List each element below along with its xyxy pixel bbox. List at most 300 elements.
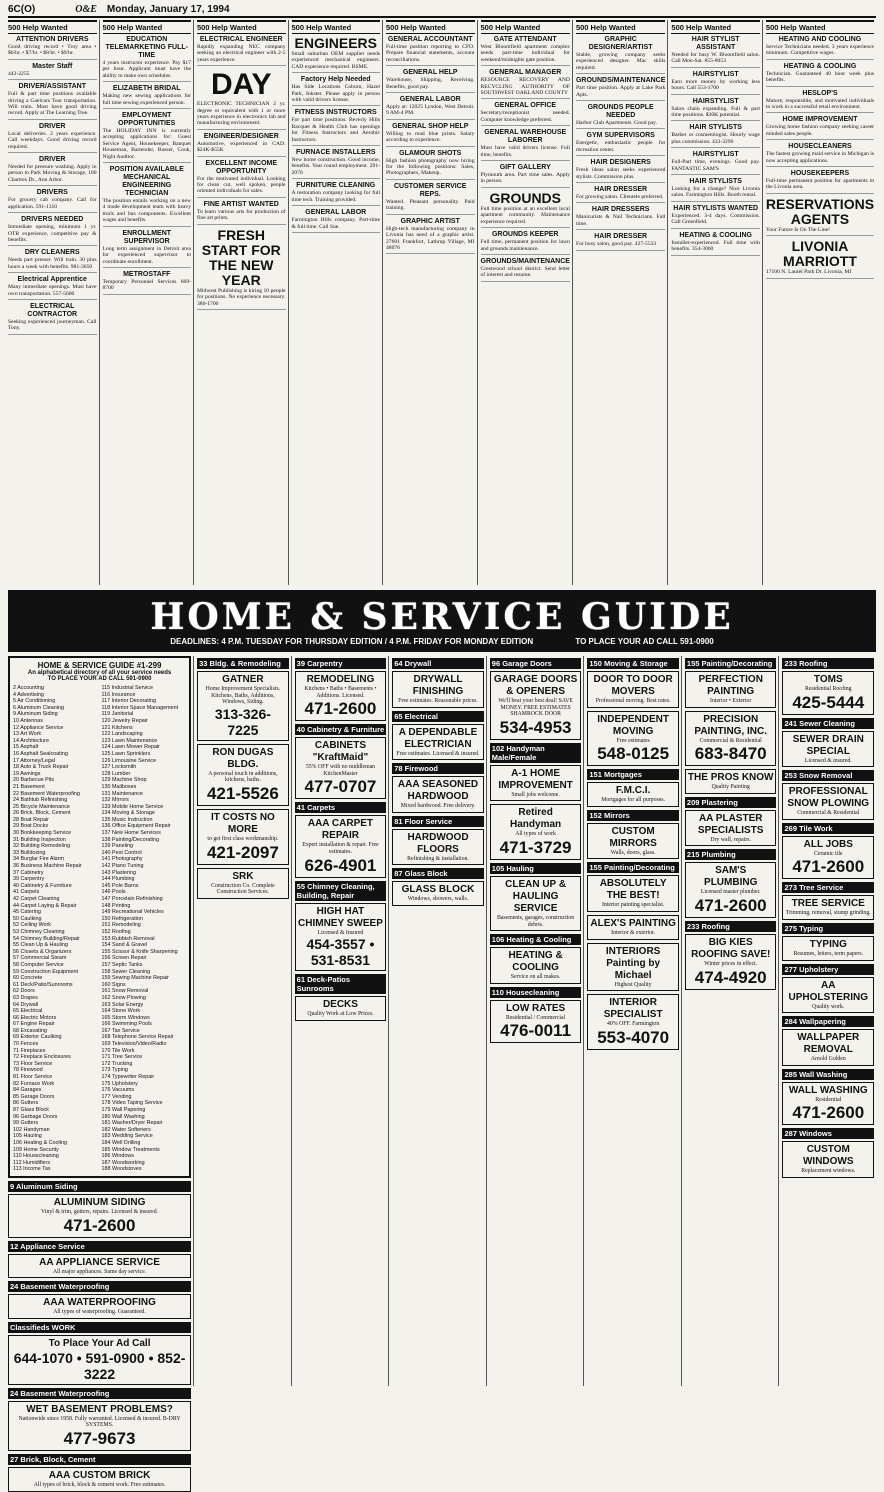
guide-index-item[interactable]: 175 Upholstery bbox=[101, 1080, 138, 1087]
guide-ad-name: GATNER bbox=[222, 674, 264, 685]
guide-index-item[interactable]: 121 Kitchens bbox=[101, 724, 133, 731]
guide-ad-text: A personal touch in additions, kitchens, baths. bbox=[208, 770, 278, 784]
guide-index-item[interactable]: 85 Garage Doors bbox=[13, 1093, 55, 1100]
guide-index-item[interactable]: 21 Basement bbox=[13, 783, 45, 790]
ad-headline: DRIVERS NEEDED bbox=[21, 216, 84, 224]
guide-index-item[interactable]: 55 Clean Up & Hauling bbox=[13, 942, 68, 949]
guide-index-item[interactable]: 188 Woodstoves bbox=[101, 1166, 142, 1173]
guide-category-heading: 106 Heating & Cooling bbox=[490, 934, 582, 945]
guide-index-item[interactable]: 81 Floor Service bbox=[13, 1074, 53, 1081]
guide-index-item[interactable]: 143 Plastering bbox=[101, 869, 137, 876]
guide-ad-text: Mixed hardwood. Free delivery. bbox=[400, 803, 476, 810]
classified-ad bbox=[386, 218, 475, 255]
guide-ad-phone: 471-2600 bbox=[792, 1103, 865, 1123]
guide-index-item[interactable]: 18 Auto & Truck Repair bbox=[13, 764, 69, 771]
guide-index-item[interactable]: 145 Pole Barns bbox=[101, 882, 139, 889]
ad-body: Warehouse, Shipping, Receiving. Benefits, good pay. bbox=[386, 77, 475, 90]
ad-body: Technician. Guaranteed 40 hour week plus benefits. bbox=[765, 70, 875, 84]
classified-ad bbox=[8, 156, 97, 186]
guide-index-item[interactable]: 109 Home Security bbox=[13, 1146, 59, 1153]
guide-index-item[interactable]: 140 Pest Control bbox=[101, 849, 142, 856]
guide-ad-text: Winter prices in effect. bbox=[704, 960, 758, 967]
guide-index-item[interactable]: 45 Catering bbox=[13, 909, 41, 916]
guide-index-item[interactable]: 63 Drapes bbox=[13, 994, 38, 1001]
guide-index-item[interactable]: 86 Gutters bbox=[13, 1100, 39, 1107]
guide-index-item[interactable]: 120 Jewelry Repair bbox=[101, 717, 148, 724]
guide-index-item[interactable]: 135 Music Instruction bbox=[101, 816, 153, 823]
guide-index-item[interactable]: 15 Asphalt bbox=[13, 744, 39, 751]
classified-ad bbox=[103, 271, 192, 295]
guide-index-item[interactable]: 165 Storm Windows bbox=[101, 1014, 150, 1021]
guide-index-item[interactable]: 178 Video Taping Service bbox=[101, 1100, 163, 1107]
guide-index-item[interactable]: 176 Vacuums bbox=[101, 1087, 135, 1094]
guide-index-item[interactable]: 163 Solar Energy bbox=[101, 1001, 144, 1008]
classified-ad bbox=[197, 36, 286, 66]
guide-ad-name: RON DUGAS BLDG. bbox=[212, 746, 274, 770]
ad-headline: DRY CLEANERS bbox=[24, 249, 80, 257]
guide-index-item[interactable]: 73 Floor Service bbox=[13, 1060, 53, 1067]
guide-index-item[interactable]: 26 Brick, Block, Cement bbox=[13, 810, 71, 817]
guide-ad-name: CUSTOM WINDOWS bbox=[802, 1144, 854, 1168]
ad-headline: HAIR STYLISTS bbox=[689, 178, 742, 186]
guide-index-item[interactable]: 118 Interior Space Management bbox=[101, 704, 179, 711]
banner-title: HOME & SERVICE GUIDE bbox=[150, 595, 734, 638]
guide-index-item[interactable]: 147 Porcelain Refinishing bbox=[101, 896, 163, 902]
guide-index-item[interactable]: 70 Fences bbox=[13, 1041, 39, 1048]
guide-ad bbox=[587, 711, 679, 767]
guide-category-heading: 41 Carpets bbox=[295, 802, 387, 813]
guide-ad-name: TREE SERVICE bbox=[791, 898, 865, 910]
guide-index-item[interactable]: 149 Recreational Vehicles bbox=[101, 909, 164, 916]
guide-category-heading: 78 Firewood bbox=[392, 763, 484, 774]
guide-index-item[interactable]: 96 Garbage Doors bbox=[13, 1113, 58, 1120]
guide-index-item[interactable]: 142 Piano Tuning bbox=[101, 863, 144, 870]
guide-category-heading: 55 Chimney Cleaning, Building, Repair bbox=[295, 881, 387, 901]
guide-index-item[interactable]: 128 Lumber bbox=[101, 770, 131, 777]
guide-index-item[interactable]: 41 Carpets bbox=[13, 889, 40, 896]
guide-index-item[interactable]: 36 Business Machine Repair bbox=[13, 863, 82, 870]
guide-index-item[interactable]: 112 Humidifiers bbox=[13, 1159, 51, 1166]
guide-index-item[interactable]: 72 Fireplace Enclosures bbox=[13, 1054, 71, 1061]
guide-ad bbox=[782, 836, 874, 880]
guide-ad-name: HEATING & COOLING bbox=[508, 950, 563, 974]
classified-ad bbox=[103, 166, 192, 227]
classified-ad bbox=[8, 123, 97, 153]
guide-index-item[interactable]: 141 Photography bbox=[101, 856, 143, 863]
ad-headline: FRESH START FOR THE NEW YEAR bbox=[201, 226, 281, 288]
guide-ad-text: Licensed & Insured bbox=[317, 929, 364, 936]
guide-index-item[interactable]: 144 Plumbing bbox=[101, 876, 135, 883]
guide-index-item[interactable]: 25 Bicycle Maintenance bbox=[13, 803, 70, 810]
guide-index-item[interactable]: 164 Stone Work bbox=[101, 1008, 141, 1015]
guide-index-item[interactable]: 28 Boat Repair bbox=[13, 816, 49, 823]
guide-index-item[interactable]: 123 Lawn Maintenance bbox=[101, 737, 158, 744]
ad-body: Experienced. 3-4 days. Commission. Call Greenfield. bbox=[671, 212, 760, 226]
guide-index-item[interactable]: 102 Handyman bbox=[13, 1126, 50, 1133]
guide-index-item[interactable]: 22 Basement Waterproofing bbox=[13, 790, 80, 797]
guide-index-item[interactable]: 186 Windows bbox=[101, 1153, 134, 1160]
guide-index-item[interactable]: 31 Building Inspection bbox=[13, 836, 66, 843]
guide-ad bbox=[490, 671, 582, 740]
classified-ad bbox=[576, 206, 665, 230]
guide-index-item[interactable]: 4 Advertising bbox=[13, 691, 44, 698]
ad-headline: CUSTOMER SERVICE REPS. bbox=[394, 182, 467, 198]
guide-index-item[interactable]: 171 Tree Service bbox=[101, 1054, 143, 1061]
ad-headline: DRIVER bbox=[39, 122, 66, 130]
guide-index-item[interactable]: 182 Water Softeners bbox=[101, 1126, 151, 1133]
guide-index-item[interactable]: 153 Rubbish Removal bbox=[101, 935, 155, 942]
guide-column bbox=[782, 656, 876, 1386]
guide-ad-name: ALEX'S PAINTING bbox=[590, 917, 676, 929]
guide-index-item[interactable]: 34 Burglar Fire Alarm bbox=[13, 856, 64, 863]
ad-body: Harbor Club Apartments. Good pay. bbox=[575, 120, 657, 127]
guide-ad-text: Construction Co. Complete Construction Services. bbox=[211, 882, 275, 896]
guide-category-heading: 39 Carpentry bbox=[295, 658, 387, 669]
guide-ad bbox=[197, 744, 289, 806]
guide-category-heading: 102 Handyman Male/Female bbox=[490, 743, 582, 763]
ad-body: West Bloomfield apartment complex needs part-time individual for weekend/midnights gate position. bbox=[480, 44, 570, 63]
guide-index-item[interactable]: 59 Construction Equipment bbox=[13, 968, 79, 975]
guide-ad-name: AA PLASTER SPECIALISTS bbox=[697, 812, 764, 836]
guide-index-item[interactable]: 105 Hauling bbox=[13, 1133, 42, 1140]
guide-ad-name: ALL JOBS bbox=[803, 838, 853, 850]
guide-index-item[interactable]: 126 Limousine Service bbox=[101, 757, 157, 764]
guide-index-item[interactable]: 50 Caulking bbox=[13, 915, 42, 922]
guide-index-item[interactable]: 99 Gutters bbox=[13, 1120, 39, 1127]
guide-index-item[interactable]: 185 Window Treatments bbox=[101, 1146, 160, 1153]
guide-ad-phone: 553-4070 bbox=[597, 1027, 670, 1047]
classified-ad bbox=[766, 170, 874, 194]
guide-index-item[interactable]: 16 Asphalt Sealcoating bbox=[13, 750, 68, 757]
guide-index-item[interactable]: 13 Art Work bbox=[13, 731, 42, 738]
guide-category-heading: 24 Basement Waterproofing bbox=[8, 1281, 191, 1292]
ad-body: Mature, responsible, and motivated individuals to work in a successful retail environment. bbox=[765, 97, 875, 111]
guide-index-item[interactable]: 58 Computer Service bbox=[13, 961, 64, 968]
guide-index-item[interactable]: 122 Landscaping bbox=[101, 731, 143, 738]
classified-ad bbox=[197, 69, 286, 130]
guide-category-heading: 9 Aluminum Siding bbox=[8, 1181, 191, 1192]
ad-headline: METROSTAFF bbox=[123, 270, 171, 278]
classified-ad bbox=[386, 150, 475, 180]
guide-index-item[interactable]: 24 Bathtub Refinishing bbox=[13, 797, 68, 804]
ad-headline: EMPLOYMENT OPPORTUNITIES bbox=[118, 112, 176, 128]
guide-index-item[interactable]: 52 Ceiling Work bbox=[13, 922, 51, 929]
guide-ad bbox=[295, 996, 387, 1021]
guide-index-item[interactable]: 167 Tax Service bbox=[101, 1027, 140, 1034]
classified-ad bbox=[766, 90, 874, 114]
guide-index-item[interactable]: 69 Exterior Caulking bbox=[13, 1034, 62, 1041]
guide-index-item[interactable]: 2 Accounting bbox=[13, 685, 44, 691]
guide-index-item[interactable]: 30 Bookkeeping Service bbox=[13, 830, 72, 837]
guide-ad-text: Service on all makes. bbox=[510, 974, 561, 981]
guide-ad-name: BIG KIES ROOFING SAVE! bbox=[691, 936, 771, 960]
guide-index-item[interactable]: 133 Mobile Home Service bbox=[101, 803, 164, 810]
guide-ad-text: Interior & exterior. bbox=[611, 929, 656, 936]
guide-index-item[interactable]: 173 Typing bbox=[101, 1067, 128, 1074]
guide-index-item[interactable]: 20 Barbecue Pits bbox=[13, 777, 55, 784]
guide-ad-name: AA UPHOLSTERING bbox=[788, 979, 868, 1003]
guide-index-item[interactable]: 134 Moving & Storage bbox=[101, 810, 155, 817]
guide-index-item[interactable]: 124 Lawn Mower Repair bbox=[101, 744, 160, 751]
guide-index-item[interactable]: 62 Doors bbox=[13, 988, 35, 995]
page-header bbox=[8, 2, 876, 18]
guide-index-item[interactable]: 57 Commercial Steam bbox=[13, 955, 67, 962]
guide-index-item[interactable]: 84 Garages bbox=[13, 1087, 42, 1094]
guide-index-item[interactable]: 160 Signs bbox=[101, 981, 126, 988]
guide-index-item[interactable]: 181 Washer/Dryer Repair bbox=[101, 1120, 163, 1127]
ad-headline: GRAPHIC ARTIST bbox=[400, 217, 460, 225]
classified-ad bbox=[576, 36, 665, 74]
guide-index-item[interactable]: 129 Machine Shop bbox=[101, 777, 147, 784]
category-heading: 500 Help Wanted bbox=[197, 20, 286, 34]
classified-column bbox=[481, 20, 573, 585]
guide-index-item[interactable]: 106 Heating & Cooling bbox=[13, 1139, 67, 1146]
guide-category-heading: 61 Deck-Patios Sunrooms bbox=[295, 974, 387, 994]
guide-index-item[interactable]: 161 Snow Removal bbox=[101, 988, 149, 995]
guide-index-item[interactable]: 137 New Home Services bbox=[101, 830, 161, 837]
guide-index-item[interactable]: 60 Concrete bbox=[13, 975, 43, 982]
classified-ad bbox=[671, 205, 760, 229]
guide-ad-text: Replacement windows. bbox=[801, 1168, 856, 1175]
guide-index-item[interactable]: 146 Pools bbox=[101, 889, 126, 896]
guide-ad bbox=[490, 876, 582, 931]
classified-ad bbox=[103, 112, 192, 163]
category-heading: 500 Help Wanted bbox=[292, 20, 381, 34]
guide-index-item[interactable]: 139 Paneling bbox=[101, 843, 134, 850]
guide-index-item[interactable]: 119 Janitorial bbox=[101, 711, 134, 718]
classified-ad bbox=[8, 249, 97, 273]
ad-body: Making new sewing applications for full time sewing experienced person. bbox=[102, 93, 191, 106]
classified-ad bbox=[8, 216, 97, 246]
ad-headline: ELIZABETH BRIDAL bbox=[112, 85, 181, 93]
ad-body: For the motivated individual. Looking for clean cut, well spoken, people oriented individuals for sales. bbox=[197, 175, 286, 195]
guide-index-item[interactable]: 187 Woodworking bbox=[101, 1159, 145, 1166]
guide-index-item[interactable]: 10 Antennas bbox=[13, 717, 43, 724]
classified-ad bbox=[8, 83, 97, 120]
ad-headline: HAIR STYLISTS bbox=[689, 124, 742, 132]
guide-index-item[interactable]: 71 Fireplaces bbox=[13, 1047, 46, 1054]
classified-ad bbox=[8, 303, 97, 335]
guide-index-item[interactable]: 68 Excavating bbox=[13, 1027, 47, 1034]
guide-ad-text: Small jobs welcome. bbox=[511, 791, 560, 798]
guide-ad-text: Resumes, letters, term papers. bbox=[793, 950, 864, 957]
category-heading: 500 Help Wanted bbox=[103, 20, 192, 34]
guide-index-item[interactable]: 130 Mailboxes bbox=[101, 783, 137, 790]
guide-ad-name: DRYWALL FINISHING bbox=[412, 674, 464, 697]
guide-index-item[interactable]: 44 Carpet Laying & Repair bbox=[13, 902, 77, 909]
guide-ad bbox=[587, 782, 679, 807]
guide-ad bbox=[587, 915, 679, 940]
guide-index-item[interactable]: 132 Mirrors bbox=[101, 797, 129, 804]
guide-index-item[interactable]: 177 Vending bbox=[101, 1093, 132, 1100]
guide-index-item[interactable]: 19 Awnings bbox=[13, 770, 41, 777]
guide-index-item[interactable]: 131 Maintenance bbox=[101, 790, 143, 797]
ad-headline: GENERAL ACCOUNTANT bbox=[387, 36, 473, 43]
ad-headline: HAIRSTYLIST bbox=[692, 70, 739, 78]
publication-name: O&E bbox=[75, 3, 97, 15]
guide-ad-name: INTERIOR SPECIALIST bbox=[603, 997, 663, 1021]
ad-headline: LIVONIA MARRIOTT bbox=[783, 238, 857, 270]
guide-index-item[interactable]: 14 Architecture bbox=[13, 737, 49, 744]
guide-index-item[interactable]: 33 Bulldozing bbox=[13, 849, 46, 856]
guide-index-item[interactable]: 117 Interior Decorating bbox=[101, 698, 156, 705]
guide-index-item[interactable]: 183 Wedding Service bbox=[101, 1133, 153, 1140]
guide-index-item[interactable]: 39 Carpentry bbox=[13, 876, 45, 883]
classified-ad bbox=[766, 116, 874, 140]
guide-index-item[interactable]: 32 Building Remodeling bbox=[13, 843, 70, 850]
guide-index-item[interactable]: 17 Attorney/Legal bbox=[13, 757, 55, 764]
guide-category-heading: 273 Tree Service bbox=[782, 882, 874, 893]
ad-headline: Master Staff bbox=[32, 62, 73, 70]
guide-index-item[interactable]: 64 Drywall bbox=[13, 1001, 39, 1008]
guide-ad-name: TYPING bbox=[809, 938, 847, 950]
guide-category-heading: 275 Typing bbox=[782, 923, 874, 934]
guide-ad-text: All types of waterproofing. Guaranteed. bbox=[53, 1309, 146, 1316]
guide-category-heading: 209 Plastering bbox=[685, 797, 777, 808]
guide-index-item[interactable]: 67 Engine Repair bbox=[13, 1021, 55, 1028]
guide-index-item[interactable]: 42 Carpet Cleaning bbox=[13, 896, 60, 902]
guide-column bbox=[392, 656, 487, 1386]
guide-index-item[interactable]: 150 Refrigeration bbox=[101, 915, 143, 922]
guide-index-item[interactable]: 5 Air Conditioning bbox=[13, 698, 56, 705]
guide-index-item[interactable]: 115 Industrial Service bbox=[101, 685, 153, 691]
guide-index-item[interactable]: 170 Tile Work bbox=[101, 1047, 135, 1054]
guide-index-item[interactable]: 180 Wall Washing bbox=[101, 1113, 145, 1120]
guide-index-item[interactable]: 151 Remodeling bbox=[101, 922, 141, 929]
guide-ad-text: Ceramic tile bbox=[814, 850, 843, 857]
ad-headline: Electrical Apprentice bbox=[17, 276, 87, 284]
classified-ad bbox=[103, 85, 192, 109]
guide-index-item[interactable]: 172 Trucking bbox=[101, 1060, 133, 1067]
ad-body: Plymouth area. Part time sales. Apply in person. bbox=[480, 172, 570, 185]
guide-ad-text: Free estimates bbox=[616, 737, 650, 744]
guide-index-item[interactable]: 6 Aluminum Cleaning bbox=[13, 704, 64, 711]
ad-body: Growing home fashion company seeking career minded sales people. bbox=[765, 124, 875, 137]
guide-index-item[interactable]: 12 Appliance Service bbox=[13, 724, 64, 731]
guide-index-item[interactable]: 54 Chimney Building/Repair bbox=[13, 935, 80, 942]
guide-index-item[interactable]: 116 Insurance bbox=[101, 691, 136, 698]
guide-ad-name: WET BASEMENT PROBLEMS? bbox=[26, 1403, 173, 1415]
classified-ad bbox=[8, 276, 97, 300]
guide-index-item[interactable]: 174 Typewriter Repair bbox=[101, 1074, 155, 1081]
classified-ad bbox=[197, 133, 286, 157]
guide-index-item[interactable]: 61 Deck/Patio/Sunrooms bbox=[13, 981, 73, 988]
guide-index-item[interactable]: 157 Septic Tanks bbox=[101, 961, 143, 968]
classified-ad bbox=[103, 36, 192, 82]
guide-ad bbox=[587, 875, 679, 912]
guide-index-item[interactable]: 159 Sewing Machine Repair bbox=[101, 975, 169, 982]
ad-headline: FITNESS INSTRUCTORS bbox=[294, 109, 377, 117]
ad-body: Needed for busy W. Bloomfield salon. Call Mon-Sat. 855-8053 bbox=[671, 52, 760, 65]
guide-index-item[interactable]: 152 Roofing bbox=[101, 928, 131, 935]
guide-index-item[interactable]: 127 Locksmith bbox=[101, 764, 137, 771]
guide-ad bbox=[8, 1335, 191, 1385]
guide-ad bbox=[782, 1141, 874, 1178]
guide-category-heading: 241 Sewer Cleaning bbox=[782, 718, 874, 729]
ad-headline: GENERAL LABOR bbox=[305, 209, 367, 217]
classified-ad bbox=[576, 233, 665, 250]
guide-index-item[interactable]: 169 Television/Video/Radio bbox=[101, 1041, 167, 1048]
ad-headline: GYM SUPERVISORS bbox=[586, 132, 655, 140]
guide-ad bbox=[782, 1082, 874, 1126]
guide-ad-name: A DEPENDABLE ELECTRICIAN bbox=[398, 726, 478, 750]
guide-ad bbox=[685, 769, 777, 794]
guide-index-item[interactable]: 9 Aluminum Siding bbox=[13, 711, 58, 718]
guide-index-item[interactable]: 78 Firewood bbox=[13, 1067, 43, 1074]
guide-index-item[interactable]: 154 Sand & Gravel bbox=[101, 942, 148, 949]
guide-index-box bbox=[8, 656, 191, 1178]
ad-headline: FURNACE INSTALLERS bbox=[295, 149, 376, 157]
ad-body: Full-time permanent position for apartments in the Livonia area. bbox=[765, 178, 875, 191]
guide-index-item[interactable]: 40 Cabinetry & Furniture bbox=[13, 882, 72, 889]
guide-index-item[interactable]: 65 Electrical bbox=[13, 1008, 43, 1015]
guide-ad-text: Home Improvement Specialists. Kitchens, Baths, Additions, Windows, Siding. bbox=[205, 686, 281, 706]
guide-index-item[interactable]: 53 Chimney Cleaning bbox=[13, 928, 65, 935]
guide-index-item[interactable]: 136 Office Equipment Repair bbox=[101, 823, 171, 830]
guide-ad-phone: 471-2600 bbox=[694, 895, 767, 915]
ad-headline: FURNITURE CLEANING bbox=[296, 182, 376, 190]
classified-ad bbox=[766, 36, 874, 60]
ad-body: Immediate opening, minimum 1 yr. OTR experience, competitive pay & benefits. bbox=[8, 224, 97, 243]
guide-index-item[interactable]: 148 Printing bbox=[101, 902, 131, 909]
guide-index-item[interactable]: 138 Painting/Decorating bbox=[101, 836, 160, 843]
classified-ad bbox=[766, 239, 874, 278]
guide-index-item[interactable]: 29 Boat Docks bbox=[13, 823, 49, 830]
ad-headline: HAIR DRESSERS bbox=[591, 206, 650, 214]
ad-headline: GROUNDS bbox=[489, 189, 561, 206]
ad-headline: DAY bbox=[210, 68, 272, 102]
guide-index-item[interactable]: 66 Electric Motors bbox=[13, 1014, 57, 1021]
guide-index-item[interactable]: 168 Telephone Service Repair bbox=[101, 1034, 174, 1041]
guide-ad-phone: 683-8470 bbox=[694, 744, 767, 764]
guide-index-item[interactable]: 156 Screen Repair bbox=[101, 955, 147, 962]
ad-body: Secretary/receptionist needed. Computer knowledge preferred. bbox=[480, 110, 570, 123]
classified-column bbox=[103, 20, 195, 585]
guide-ad-text: 55% OFF with no middleman KitchenMaster bbox=[305, 764, 376, 777]
guide-index-item[interactable]: 166 Swimming Pools bbox=[101, 1021, 152, 1028]
guide-ad-name: TOMS bbox=[813, 674, 843, 685]
guide-index-item[interactable]: 113 Income Tax bbox=[13, 1166, 51, 1173]
guide-ad-text: Expert installation & repair. Free estimates. bbox=[302, 842, 379, 855]
guide-ad-text: Residential Roofing bbox=[805, 686, 852, 692]
ad-body: Full time, permanent position for lawn and grounds maintenance. bbox=[480, 239, 570, 252]
guide-index-item[interactable]: 125 Lawn Sprinklers bbox=[101, 750, 151, 757]
ad-body: Your Future Is On The Line! bbox=[765, 226, 831, 233]
ad-body: Energetic, enthusiastic people for recreation center. bbox=[575, 140, 666, 153]
ad-headline: GIFT GALLERY bbox=[499, 164, 551, 172]
guide-index-item[interactable]: 158 Sewer Cleaning bbox=[101, 968, 151, 975]
ad-body: Full time position at an excellent local apartment community. Maintenance experience required. bbox=[480, 205, 570, 225]
guide-ad bbox=[782, 936, 874, 961]
guide-index-item[interactable]: 37 Cabinetry bbox=[13, 869, 44, 876]
guide-index-item[interactable]: 110 Housecleaning bbox=[13, 1153, 59, 1160]
classified-ad bbox=[481, 129, 570, 161]
guide-index-item[interactable]: 179 Wall Papering bbox=[101, 1107, 146, 1113]
guide-index-item[interactable]: 82 Furnace Work bbox=[13, 1080, 55, 1087]
guide-index-item[interactable]: 162 Snow Plowing bbox=[101, 994, 146, 1001]
guide-index-item[interactable]: 184 Well Drilling bbox=[101, 1139, 141, 1146]
guide-index-item[interactable]: 56 Closets & Organizers bbox=[13, 948, 72, 955]
guide-index-item[interactable]: 155 Scissor & Knife Sharpening bbox=[101, 948, 178, 955]
ad-body: Temporary Personnel Services 669-8700 bbox=[102, 278, 191, 292]
guide-category-heading: 65 Electrical bbox=[392, 711, 484, 722]
guide-ad-text: All major appliances. Same day service. bbox=[52, 1268, 147, 1275]
guide-ad-name: AAA CARPET REPAIR bbox=[307, 818, 374, 842]
banner-deadlines bbox=[170, 637, 714, 646]
guide-ad bbox=[782, 731, 874, 768]
guide-ad-name: CABINETS "KraftMaid" bbox=[312, 740, 369, 764]
guide-index-item[interactable]: 87 Glass Block bbox=[13, 1107, 49, 1113]
